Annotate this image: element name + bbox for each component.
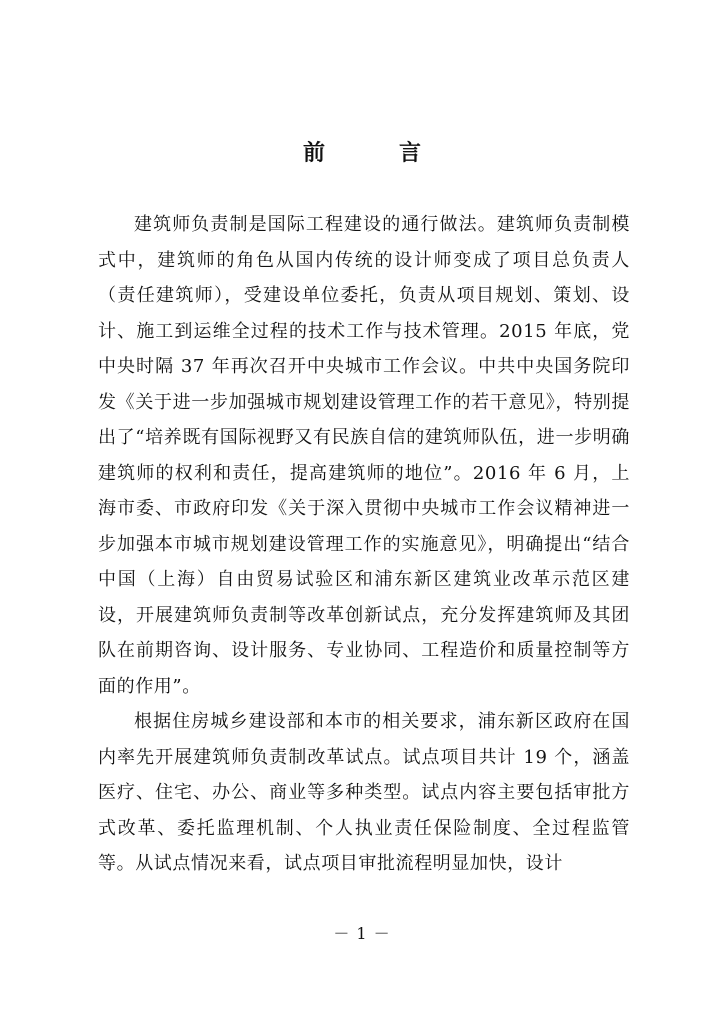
paragraph-2: 根据住房城乡建设部和本市的相关要求，浦东新区政府在国内率先开展建筑师负责制改革试点。试点项目共计 19 个，涵盖医疗、住宅、办公、商业等多种类型。试点内容主要包括审批方式改革、委托监理机制、个人执业责任保险制度、全过程监管等。从试点情况来看，试点项目审批流程明显加快，设计: [98, 711, 630, 874]
page-number: － 1 －: [333, 924, 391, 943]
page-title: 前 言: [302, 140, 447, 166]
body-text: [98, 207, 630, 882]
paragraph-1: 建筑师负责制是国际工程建设的通行做法。建筑师负责制模式中，建筑师的角色从国内传统的设计师变成了项目总负责人（责任建筑师），受建设单位委托，负责从项目规划、策划、设计、施工到运维全过程的技术工作与技术管理。2015 年底，党中央时隔 37 年再次召开中央城市工作会议。中共中央国务院印发《关于进一步加强城市规划建设管理工作的若干意见》，特别提出了“培养既有国际视野又有民族自信的建筑师队伍，进一步明确建筑师的权利和责任，提高建筑师的地位”。2016 年 6 月，上海市委、市政府印发《关于深入贯彻中央城市工作会议精神进一步加强本市城市规划建设管理工作的实施意见》，明确提出“结合中国（上海）自由贸易试验区和浦东新区建筑业改革示范区建设，开展建筑师负责制等改革创新试点，充分发挥建筑师及其团队在前期咨询、设计服务、专业协同、工程造价和质量控制等方面的作用”。: [98, 214, 630, 697]
